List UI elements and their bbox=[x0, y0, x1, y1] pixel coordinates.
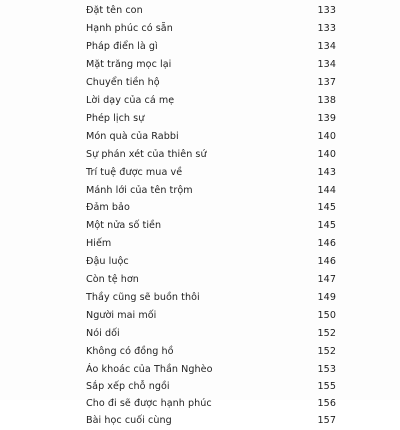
toc-entry bbox=[86, 361, 336, 379]
toc-entry-page: 143 bbox=[317, 167, 336, 178]
toc-entry-page: 144 bbox=[317, 185, 336, 196]
toc-entry-page: 145 bbox=[317, 202, 336, 213]
toc-entry bbox=[86, 271, 336, 289]
toc-entry-title: Áo khoác của Thần Nghèo bbox=[86, 364, 213, 375]
toc-entry-page: 157 bbox=[317, 415, 336, 426]
toc-entry-title: Trí tuệ được mua về bbox=[86, 167, 183, 178]
toc-entry-title: Pháp điển là gì bbox=[86, 41, 158, 52]
toc-entry-page: 152 bbox=[317, 328, 336, 339]
toc-entry bbox=[86, 253, 336, 271]
toc-entry-page: 139 bbox=[317, 113, 336, 124]
toc-entry-page: 140 bbox=[317, 131, 336, 142]
toc-entry-title: Hạnh phúc có sẵn bbox=[86, 23, 173, 34]
toc-entry-title: Mánh lới của tên trộm bbox=[86, 185, 193, 196]
toc-entry-page: 149 bbox=[317, 292, 336, 303]
toc-entry-page: 133 bbox=[317, 5, 336, 16]
toc-entry-page: 145 bbox=[317, 220, 336, 231]
toc-entry-title: Nói dối bbox=[86, 328, 120, 339]
toc-entry bbox=[86, 199, 336, 217]
toc-entry bbox=[86, 217, 336, 235]
toc-entry-title: Đảm bảo bbox=[86, 202, 130, 213]
toc-entry bbox=[86, 38, 336, 56]
toc-entry bbox=[86, 128, 336, 146]
toc-entry-title: Chuyển tiền hộ bbox=[86, 77, 160, 88]
toc-entry-title: Lời dạy của cá mẹ bbox=[86, 95, 175, 106]
toc-entry-page: 137 bbox=[317, 77, 336, 88]
toc-entry-title: Phép lịch sự bbox=[86, 113, 145, 124]
toc-entry-page: 156 bbox=[317, 398, 336, 409]
toc-entry-title: Một nửa số tiền bbox=[86, 220, 162, 231]
toc-entry-title: Cho đi sẽ được hạnh phúc bbox=[86, 398, 212, 409]
toc-entry-title: Người mai mối bbox=[86, 310, 157, 321]
toc-entry-title: Sự phán xét của thiên sứ bbox=[86, 149, 207, 160]
toc-entry-page: 138 bbox=[317, 95, 336, 106]
toc-entry bbox=[86, 56, 336, 74]
toc-entry-page: 133 bbox=[317, 23, 336, 34]
toc-entry bbox=[86, 325, 336, 343]
toc-entry bbox=[86, 92, 336, 110]
toc-entry-title: Còn tệ hơn bbox=[86, 274, 139, 285]
toc-entry-title: Đậu luộc bbox=[86, 256, 129, 267]
toc-entry-title: Không có đồng hồ bbox=[86, 346, 174, 357]
toc-entry-title: Bài học cuối cùng bbox=[86, 415, 172, 426]
toc-entry bbox=[86, 20, 336, 38]
toc-entry-page: 146 bbox=[317, 238, 336, 249]
toc-entry bbox=[86, 110, 336, 128]
toc-entry-page: 140 bbox=[317, 149, 336, 160]
toc-entry-title: Đặt tên con bbox=[86, 5, 143, 16]
toc-entry bbox=[86, 182, 336, 200]
toc-entry-page: 153 bbox=[317, 364, 336, 375]
toc-entry-title: Món quà của Rabbi bbox=[86, 131, 179, 142]
toc-entry-page: 147 bbox=[317, 274, 336, 285]
toc-entry-title: Hiếm bbox=[86, 238, 112, 249]
toc-entry-page: 134 bbox=[317, 41, 336, 52]
toc-entry bbox=[86, 235, 336, 253]
toc-entry bbox=[86, 378, 336, 396]
toc-entry-page: 155 bbox=[317, 381, 336, 392]
toc-entry-page: 152 bbox=[317, 346, 336, 357]
toc-entry-page: 150 bbox=[317, 310, 336, 321]
toc-entry-title: Sắp xếp chỗ ngồi bbox=[86, 381, 170, 392]
toc-entry bbox=[86, 307, 336, 325]
toc-entry bbox=[86, 74, 336, 92]
toc-entry-title: Thầy cũng sẽ buồn thôi bbox=[86, 292, 200, 303]
toc-entry bbox=[86, 395, 336, 413]
toc-entry bbox=[86, 146, 336, 164]
toc-entry bbox=[86, 2, 336, 20]
toc-entry bbox=[86, 289, 336, 307]
toc-entry-title: Mặt trăng mọc lại bbox=[86, 59, 172, 70]
toc-entry-page: 146 bbox=[317, 256, 336, 267]
toc-entry bbox=[86, 343, 336, 361]
toc-entry bbox=[86, 164, 336, 182]
toc-entry-page: 134 bbox=[317, 59, 336, 70]
toc-entry bbox=[86, 412, 336, 430]
